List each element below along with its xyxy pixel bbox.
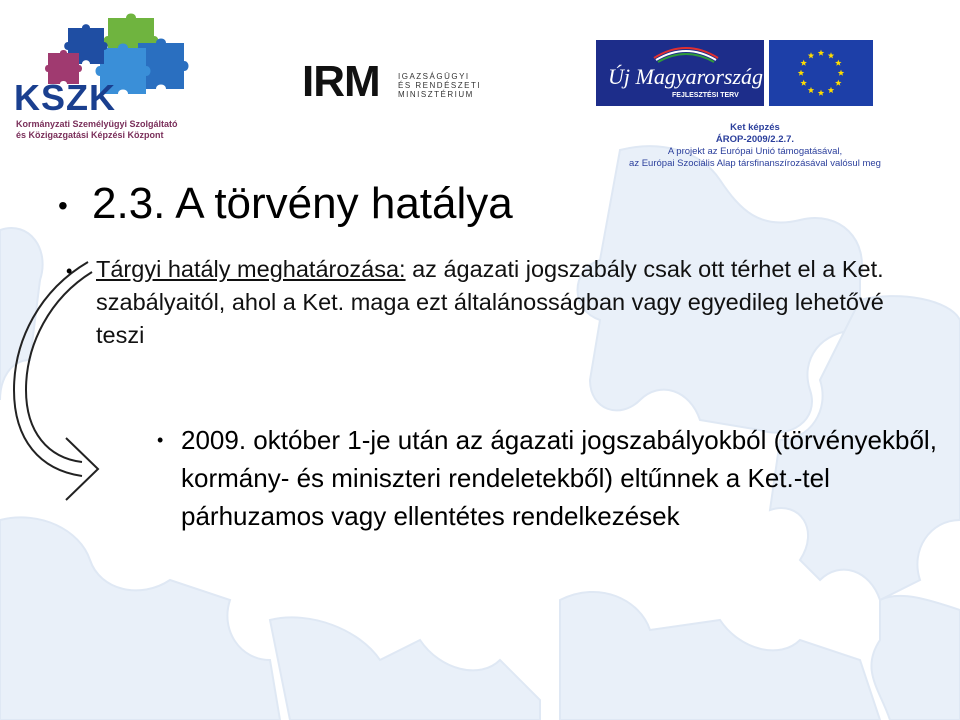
project-note-line4: az Európai Szociális Alap társfinanszírozásával valósul meg [629,158,881,169]
project-note-line3: A projekt az Európai Unió támogatásával, [667,146,843,157]
main-bullet-rest: az ágazati jogszabály csak ott térhet el a Ket. szabályaitól, ahol a Ket. maga ezt általánosságban vagy egyedileg lehetővé teszi [96,256,884,348]
project-funding-note [560,122,950,170]
irm-logo-text: IRM [302,57,380,106]
project-note-line2: ÁROP-2009/2.2.7. [715,134,795,145]
project-note-line1: Ket képzés [730,122,780,133]
irm-sub-line3: MINISZTÉRIUM [398,90,474,99]
kszk-logo-subtitle [16,119,236,141]
sub-bullet-text: 2009. október 1-je után az ágazati jogszabályokból (törvényekből, kormány- és miniszteri rendeletekből) eltűnnek a Ket.-tel párhuzamos vagy ellentétes rendelkezések [181,425,937,531]
eu-flag-icon [769,40,873,106]
main-bullet-icon: • [66,261,73,281]
kszk-subtitle-line2: és Közigazgatási Képzési Központ [16,130,164,140]
main-bullet-underlined: Tárgyi hatály meghatározása: [96,256,406,282]
slide-title: 2.3. A törvény hatálya [92,179,513,228]
uj-magyarorszag-logo [596,40,764,106]
irm-logo-subtitle [398,72,488,99]
irm-sub-line1: IGAZSÁGÜGYI [398,72,470,81]
irm-sub-line2: ÉS RENDÉSZETI [398,81,482,90]
title-bullet-icon: • [58,190,68,221]
main-bullet-text [96,253,896,352]
kszk-logo-text: KSZK [14,77,116,118]
sub-bullet-icon: • [157,430,164,450]
umft-logo-line2: FEJLESZTÉSI TERV [672,92,739,99]
umft-logo-line1: Új Magyarország [608,64,764,89]
kszk-subtitle-line1: Kormányzati Személyügyi Szolgáltató [16,119,178,129]
